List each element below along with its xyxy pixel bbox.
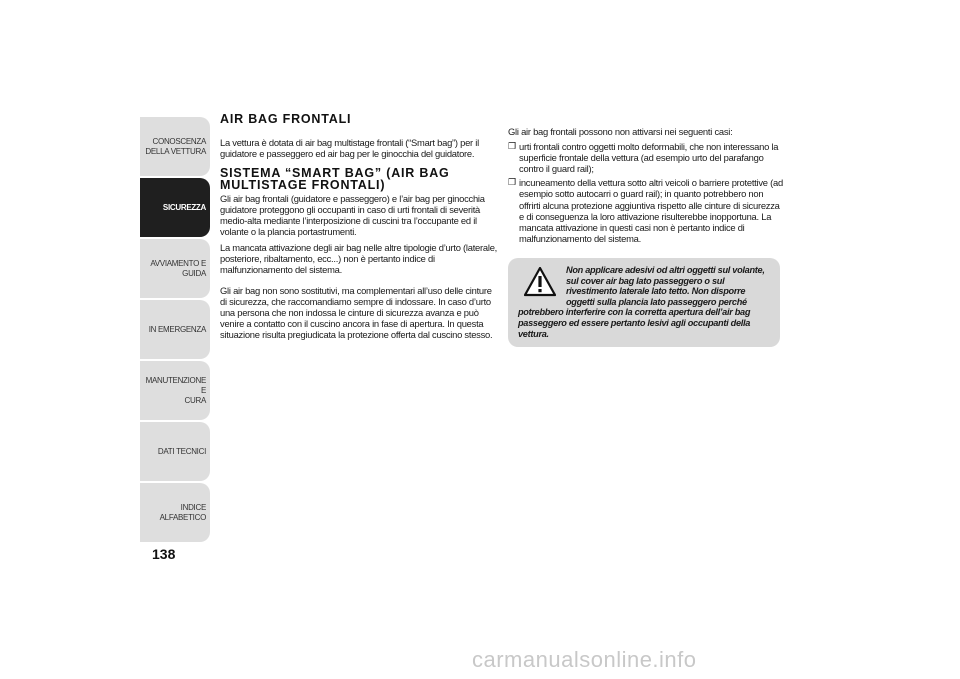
list-item-text: urti frontali contro oggetti molto deformabili, che non interessano la superficie frontale della vettura (ad esempio urto del parafango contro il guard rail); (519, 141, 779, 175)
tab-conoscenza-della-vettura[interactable]: CONOSCENZA DELLA VETTURA (140, 117, 210, 176)
page-number: 138 (152, 546, 176, 562)
watermark: carmanualsonline.info (472, 647, 697, 672)
tab-dati-tecnici[interactable]: DATI TECNICI (140, 422, 210, 481)
list-item (508, 177, 783, 244)
paragraph-cases-intro: Gli air bag frontali possono non attivarsi nei seguenti casi: (508, 126, 733, 137)
paragraph-seat-belts: Gli air bag non sono sostitutivi, ma complementari all’uso delle cinture di sicurezza, che raccomandiamo sempre di indossare. In caso d’urto una persona che non indossa le cinture di sicurezza avanza e può venire a contatto con il cuscino ancora in fase di apertura. In questa situazione risulta pregiudicata la protezione offerta dal cuscino stesso. (220, 284, 493, 341)
warning-triangle-icon (524, 267, 556, 297)
tab-sicurezza[interactable]: SICUREZZA (140, 178, 210, 237)
checkbox-bullet-icon: ❒ (508, 177, 516, 188)
tab-manutenzione-e-cura[interactable]: MANUTENZIONE E CURA (140, 361, 210, 420)
heading-air-bag-frontali: AIR BAG FRONTALI (220, 112, 352, 126)
tab-in-emergenza[interactable]: IN EMERGENZA (140, 300, 210, 359)
heading-smart-bag: SISTEMA “SMART BAG” (AIR BAG MULTISTAGE FRONTALI) (220, 166, 450, 193)
list-item (508, 141, 783, 174)
tab-avviamento-e-guida[interactable]: AVVIAMENTO E GUIDA (140, 239, 210, 298)
checkbox-bullet-icon: ❒ (508, 141, 516, 152)
chapter-sidebar (140, 117, 210, 544)
warning-box (508, 258, 780, 347)
warning-text: Non applicare adesivi od altri oggetti sul volante, sul cover air bag lato passeggero o sul rivestimento laterale lato tetto. Non disporre oggetti sulla plancia lato passeggero perché potrebbero interferire con la corretta apertura dell’air bag passeggero ed essere pertanto lesivi agli occupanti della vettura. (518, 264, 765, 339)
paragraph-protection: Gli air bag frontali (guidatore e passeggero) e l’air bag per ginocchia guidatore proteggono gli occupanti in caso di urti frontali di severità medio-alta mediante l’interposizione di cuscini tra l’occupante ed il volante o la plancia portastrumenti. (220, 193, 485, 238)
paragraph-intro: La vettura è dotata di air bag multistage frontali (“Smart bag”) per il guidatore e passeggero ed air bag per le ginocchia del guidatore. (220, 137, 479, 160)
tab-indice-alfabetico[interactable]: INDICE ALFABETICO (140, 483, 210, 542)
right-column (508, 126, 783, 347)
left-column (220, 113, 500, 344)
cases-list (508, 141, 783, 244)
paragraph-non-activation: La mancata attivazione degli air bag nelle altre tipologie d’urto (laterale, posteriore, ribaltamento, ecc...) non è pertanto indice di malfunzionamento del sistema. (220, 241, 498, 275)
list-item-text: incuneamento della vettura sotto altri veicoli o barriere protettive (ad esempio sotto autocarri o guard rail); in quanto potrebbero non offrirti alcuna protezione aggiuntiva rispetto alle cinture di sicurezza e di conseguenza la loro attivazione risulterebbe inopportuna. La mancata attivazione in questi casi non è pertanto indice di malfunzionamento del sistema. (519, 177, 783, 244)
